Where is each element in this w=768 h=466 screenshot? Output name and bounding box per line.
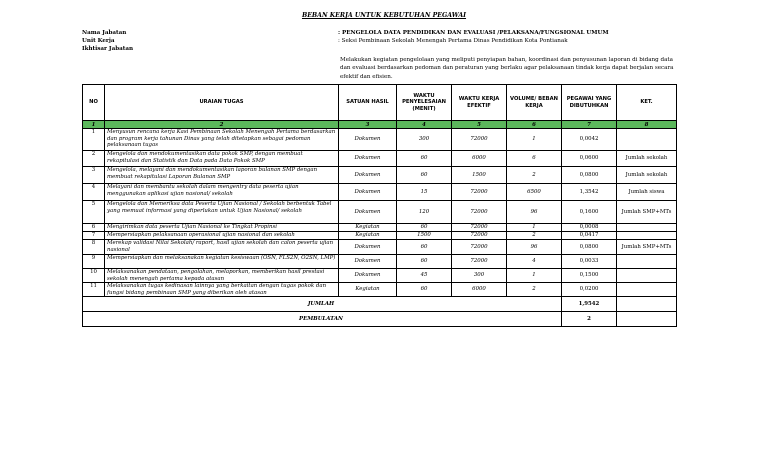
row-task: Menyusun rencana kerja Kasi Pembinaan Sekolah Menengah Pertama berdasarkan dan program kerja tahunan Dinas yang telah ditetapkan sebagai pedoman pelaksanaan tugas (105, 129, 339, 151)
row-efektif: 1500 (452, 167, 507, 184)
row-ket: Jumlah sekolah (617, 167, 677, 184)
col-header-uraian: URAIAN TUGAS (105, 85, 339, 121)
pembulatan-label: PEMBULATAN (83, 312, 562, 327)
table-row (83, 269, 677, 283)
table-row (83, 184, 677, 201)
document-title: BEBAN KERJA UNTUK KEBUTUHAN PEGAWAI (301, 12, 467, 19)
table-row (83, 151, 677, 167)
row-efektif: 72000 (452, 255, 507, 269)
column-number-row (83, 121, 677, 129)
row-waktu: 60 (397, 283, 452, 297)
row-task: Melaksanakan tugas kedinasan lainnya yang berkaitan dengan tugas pokok dan fungsi bidang pembinaan SMP yang diberikan oleh atasan (105, 283, 339, 297)
row-volume: 2 (507, 167, 562, 184)
row-satuan: Dokumen (339, 240, 397, 255)
row-efektif: 72000 (452, 240, 507, 255)
row-no: 1 (83, 129, 105, 151)
table-row (83, 167, 677, 184)
row-task: Melayani dan membantu sekolah dalam mengentry data peserta ujian menggunakan aplikasi ujian nasional/ sekolah (105, 184, 339, 201)
row-volume: 96 (507, 240, 562, 255)
row-ket: Jumlah SMP+MTs (617, 240, 677, 255)
row-efektif: 72000 (452, 201, 507, 224)
col-header-satuan: SATUAN HASIL (339, 85, 397, 121)
row-waktu: 1500 (397, 232, 452, 240)
row-no: 7 (83, 232, 105, 240)
row-no: 5 (83, 201, 105, 224)
row-pegawai: 0,0800 (562, 167, 617, 184)
row-task: Merekap validasi Nilai Sekolah/ raport, hasil ujian sekolah dan calon peserta ujian nasional (105, 240, 339, 255)
workload-table (82, 84, 677, 327)
row-satuan: Kegiatan (339, 224, 397, 232)
row-waktu: 60 (397, 224, 452, 232)
row-volume: 1 (507, 129, 562, 151)
row-no: 9 (83, 255, 105, 269)
row-pegawai: 1,3542 (562, 184, 617, 201)
col-header-volume: VOLUME/ BEBAN KERJA (507, 85, 562, 121)
row-pegawai: 0,0033 (562, 255, 617, 269)
unit-kerja-label: Unit Kerja (82, 38, 115, 44)
jumlah-row (83, 297, 677, 312)
row-no: 4 (83, 184, 105, 201)
row-volume: 6 (507, 151, 562, 167)
row-satuan: Dokumen (339, 151, 397, 167)
jumlah-ket (617, 297, 677, 312)
pembulatan-row (83, 312, 677, 327)
col-number: 4 (397, 121, 452, 129)
row-no: 6 (83, 224, 105, 232)
col-number: 2 (105, 121, 339, 129)
row-efektif: 72000 (452, 184, 507, 201)
row-pegawai: 0,0417 (562, 232, 617, 240)
row-no: 10 (83, 269, 105, 283)
row-ket (617, 224, 677, 232)
row-efektif: 72000 (452, 232, 507, 240)
row-waktu: 60 (397, 167, 452, 184)
jumlah-label: JUMLAH (83, 297, 562, 312)
col-header-ket: KET. (617, 85, 677, 121)
row-pegawai: 0,0600 (562, 151, 617, 167)
pembulatan-ket (617, 312, 677, 327)
row-waktu: 60 (397, 240, 452, 255)
table-row (83, 201, 677, 224)
row-task: Mempersiapkan dan melaksanakan kegiatan kesiswaan (OSN, FLS2N, O2SN, LMP) (105, 255, 339, 269)
nama-jabatan-value: : PENGELOLA DATA PENDIDIKAN DAN EVALUASI /PELAKSANA/FUNGSIONAL UMUM (338, 30, 609, 36)
row-volume: 6500 (507, 184, 562, 201)
row-satuan: Dokumen (339, 129, 397, 151)
pembulatan-value: 2 (562, 312, 617, 327)
row-waktu: 60 (397, 255, 452, 269)
row-task: Mengelola, melayani dan mendokumentasikan laporan bulanan SMP dengan membuat rekapitulasi Laporan Bulanan SMP (105, 167, 339, 184)
row-volume: 2 (507, 283, 562, 297)
row-ket (617, 129, 677, 151)
header-row (83, 85, 677, 121)
row-satuan: Dokumen (339, 269, 397, 283)
row-efektif: 300 (452, 269, 507, 283)
table-row (83, 240, 677, 255)
row-satuan: Kegiatan (339, 232, 397, 240)
nama-jabatan-label: Nama Jabatan (82, 30, 127, 36)
row-ket: Jumlah sekolah (617, 151, 677, 167)
ikhtisar-jabatan-label: Ikhtisar Jabatan (82, 46, 134, 52)
col-number: 8 (617, 121, 677, 129)
col-number: 5 (452, 121, 507, 129)
row-ket: Jumlah SMP+MTs (617, 201, 677, 224)
row-pegawai: 0,0042 (562, 129, 617, 151)
row-satuan: Dokumen (339, 184, 397, 201)
row-efektif: 72000 (452, 224, 507, 232)
row-pegawai: 0,0200 (562, 283, 617, 297)
row-volume: 1 (507, 269, 562, 283)
table-row (83, 224, 677, 232)
row-volume: 96 (507, 201, 562, 224)
row-volume: 4 (507, 255, 562, 269)
row-waktu: 45 (397, 269, 452, 283)
row-waktu: 120 (397, 201, 452, 224)
row-waktu: 300 (397, 129, 452, 151)
jumlah-value: 1,9542 (562, 297, 617, 312)
table-row (83, 129, 677, 151)
row-satuan: Kegiatan (339, 283, 397, 297)
row-task: Mengelola dan mendokumentasikan data pokok SMP, dengan membuat rekapitulasi dan Statistik dan Data pada Data Pokok SMP (105, 151, 339, 167)
row-pegawai: 0,0800 (562, 240, 617, 255)
table-row (83, 255, 677, 269)
col-number: 6 (507, 121, 562, 129)
row-ket: Jumlah siswa (617, 184, 677, 201)
row-task: Mengelola dan Memeriksa data Peserta Ujian Nasional / Sekolah berbentuk Tabel yang memuat informasi yang diperlukan untuk Ujian Nasional/ sekolah (105, 201, 339, 224)
unit-kerja-value: : Seksi Pembinaan Sekolah Menengah Pertama Dinas Pendidikan Kota Pontianak (338, 38, 568, 44)
row-ket (617, 283, 677, 297)
row-task: Mengirimkan data peserta Ujian Nasional ke Tingkat Propinsi (105, 224, 339, 232)
row-no: 3 (83, 167, 105, 184)
row-waktu: 15 (397, 184, 452, 201)
col-header-pegawai: PEGAWAI YANG DIBUTUHKAN (562, 85, 617, 121)
row-efektif: 6000 (452, 283, 507, 297)
col-header-waktu: WAKTU PENYELESAIAN (MENIT) (397, 85, 452, 121)
row-pegawai: 0,1500 (562, 269, 617, 283)
row-no: 2 (83, 151, 105, 167)
row-satuan: Dokumen (339, 255, 397, 269)
col-number: 7 (562, 121, 617, 129)
row-pegawai: 0,0008 (562, 224, 617, 232)
row-ket (617, 269, 677, 283)
row-satuan: Dokumen (339, 201, 397, 224)
row-efektif: 6000 (452, 151, 507, 167)
row-waktu: 60 (397, 151, 452, 167)
row-ket (617, 232, 677, 240)
row-ket (617, 255, 677, 269)
row-satuan: Dokumen (339, 167, 397, 184)
col-header-no: NO (83, 85, 105, 121)
row-no: 8 (83, 240, 105, 255)
col-number: 1 (83, 121, 105, 129)
table-row (83, 232, 677, 240)
row-efektif: 72000 (452, 129, 507, 151)
row-volume: 2 (507, 232, 562, 240)
col-header-efektif: WAKTU KERJA EFEKTIF (452, 85, 507, 121)
table-row (83, 283, 677, 297)
row-task: Mempersiapkan pelaksanaan operasional ujian nasional dan sekolah (105, 232, 339, 240)
row-task: Melaksanakan pendataan, pengolahan, melaporkan, memberikan hasil prestasi sekolah menengah pertama kepada atasan (105, 269, 339, 283)
row-pegawai: 0,1600 (562, 201, 617, 224)
col-number: 3 (339, 121, 397, 129)
row-volume: 1 (507, 224, 562, 232)
row-no: 11 (83, 283, 105, 297)
ikhtisar-jabatan-value: Melakukan kegiatan pengelolaan yang meliputi penyiapan bahan, koordinasi dan penyusunan laporan di bidang data dan evaluasi berdasarkan pedoman dan peraturan yang berlaku agar pelaksanaan tindak kerja dapat berjalan secara efektif dan efisien. (340, 57, 674, 80)
